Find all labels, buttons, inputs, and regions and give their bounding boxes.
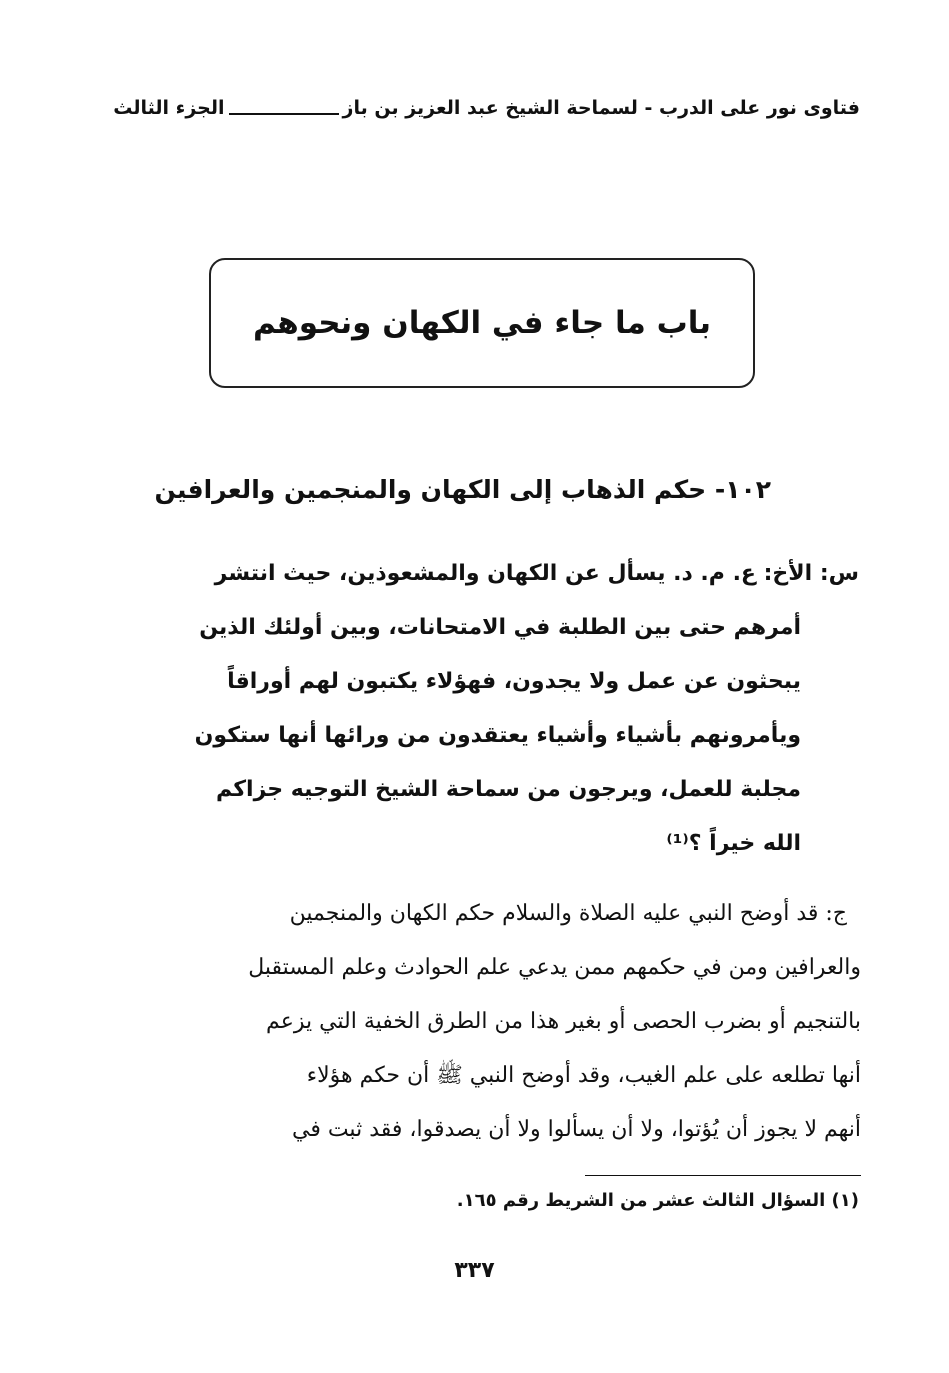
section-heading: ١٠٢- حكم الذهاب إلى الكهان والمنجمين والعرافين: [154, 475, 771, 504]
answer-line: بالتنجيم أو بضرب الحصى أو بغير هذا من الطرق الخفية التي يزعم: [266, 1009, 861, 1034]
question-line: الله خيراً ؟⁽¹⁾: [666, 831, 801, 856]
book-title: فتاوى نور على الدرب - لسماحة الشيخ عبد العزيز بن باز: [342, 97, 860, 119]
footnote: (١) السؤال الثالث عشر من الشريط رقم ١٦٥.: [456, 1190, 859, 1211]
question-line: ويأمرونهم بأشياء وأشياء يعتقدون من ورائها أنها ستكون: [194, 723, 801, 748]
chapter-title: باب ما جاء في الكهان ونحوهم: [252, 305, 712, 341]
question-block: [129, 547, 859, 871]
running-header: [100, 88, 860, 128]
question-line: س: الأخ: ع. م. د. يسأل عن الكهان والمشعوذين، حيث انتشر: [214, 561, 859, 586]
question-line: مجلبة للعمل، ويرجون من سماحة الشيخ التوجيه جزاكم: [215, 777, 801, 802]
question-line: أمرهم حتى بين الطلبة في الامتحانات، وبين أولئك الذين: [199, 615, 801, 640]
part-label: الجزء الثالث: [113, 97, 225, 119]
answer-line: أنهم لا يجوز أن يُؤتوا، ولا أن يسألوا ولا أن يصدقوا، فقد ثبت في: [291, 1117, 861, 1142]
answer-block: [101, 887, 861, 1157]
answer-line: ج: قد أوضح النبي عليه الصلاة والسلام حكم الكهان والمنجمين: [289, 901, 847, 926]
footnote-separator: [585, 1175, 861, 1176]
answer-line: أنها تطلعه على علم الغيب، وقد أوضح النبي ﷺ أن حكم هؤلاء: [306, 1063, 861, 1088]
question-line: يبحثون عن عمل ولا يجدون، فهؤلاء يكتبون لهم أوراقاً: [227, 669, 801, 694]
page-number: ٣٣٧: [454, 1258, 495, 1283]
answer-line: والعرافين ومن في حكمهم ممن يدعي علم الحوادث وعلم المستقبل: [248, 955, 861, 980]
header-rule: [229, 113, 339, 115]
chapter-title-box: [209, 258, 755, 388]
